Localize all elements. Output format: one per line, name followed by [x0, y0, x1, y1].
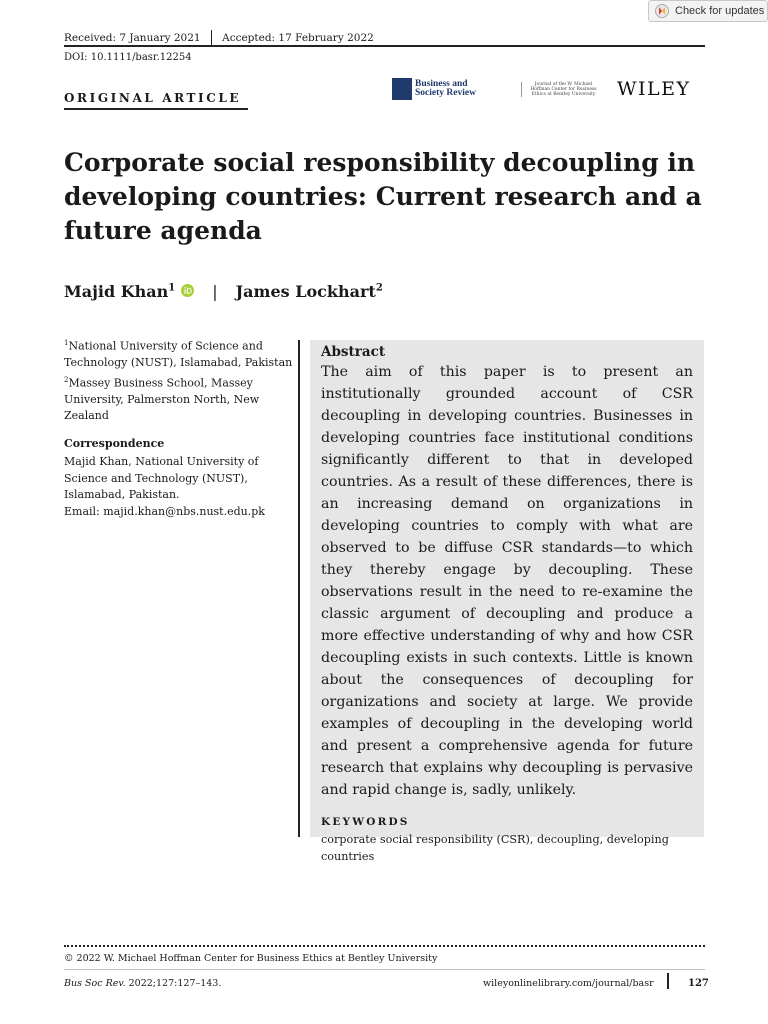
meta-divider: [211, 30, 213, 46]
author-list: [64, 282, 383, 301]
correspondence-details: Majid Khan, National University of Science and Technology (NUST), Islamabad, Pakistan. Email: majid.khan@nbs.nust.edu.pk: [64, 454, 284, 520]
journal-affiliation: Journal of the W. Michael Hoffman Center for Business Ethics at Bentley University: [521, 82, 601, 97]
abstract-heading: Abstract: [321, 344, 386, 360]
correspondence-email[interactable]: Email: majid.khan@nbs.nust.edu.pk: [64, 504, 265, 518]
page-number: 127: [688, 978, 709, 989]
footer-rule: [64, 969, 705, 970]
article-type-underline: [64, 108, 248, 110]
accepted-date: Accepted: 17 February 2022: [222, 32, 374, 44]
author-separator: |: [212, 282, 218, 301]
copyright-notice: © 2022 W. Michael Hoffman Center for Business Ethics at Bentley University: [64, 953, 438, 964]
footer-divider: [667, 973, 669, 989]
affiliation-1: $^1$National University of Science and Technology (NUST), Islamabad, Pakistan: [64, 339, 293, 369]
abstract-panel: [310, 340, 704, 863]
publisher-logo[interactable]: WILEY: [617, 78, 691, 100]
doi[interactable]: DOI: 10.1111/basr.12254: [64, 52, 192, 63]
author-name[interactable]: James Lockhart$^2$: [235, 282, 383, 301]
received-date: Received: 7 January 2021: [64, 32, 201, 44]
abstract-side-rule: [298, 340, 300, 837]
header-rule: [64, 45, 705, 47]
abstract-text: The aim of this paper is to present an institutionally grounded account of CSR decoupling in developing countries. Businesses in developing countries face institutional conditions significantly different to that in developed countries. As a result of these differences, there is an increasing demand on organizations in developing countries to comply with what are observed to be diffuse CSR standards—to which they thereby engage by decoupling. These observations result in the need to re-examine the classic argument of decoupling and produce a more effective understanding of why and how CSR decoupling exists in such contexts. Little is known about the consequences of decoupling for organizations and society at large. We provide examples of decoupling in the developing world and present a comprehensive agenda for future research that explains why decoupling is pervasive and rapid change is, sadly, unlikely.: [321, 364, 693, 798]
journal-logo[interactable]: [392, 78, 604, 100]
keywords-text: corporate social responsibility (CSR), decoupling, developing countries: [321, 833, 669, 863]
orcid-icon[interactable]: [181, 284, 194, 297]
author-name[interactable]: Majid Khan$^1$: [64, 282, 176, 301]
check-for-updates-label: Check for updates: [675, 5, 765, 17]
article-title: Corporate social responsibility decoupling in developing countries: Current research and a future agenda: [64, 148, 702, 245]
correspondence-heading: Correspondence: [64, 437, 165, 450]
crossmark-icon: [655, 4, 669, 18]
journal-logo-mark: [392, 78, 412, 100]
journal-name-line2: Society Review: [415, 88, 476, 98]
check-for-updates-button[interactable]: [648, 0, 768, 22]
article-dates: [64, 30, 374, 46]
journal-url-link[interactable]: wileyonlinelibrary.com/journal/basr: [483, 978, 654, 989]
article-type: ORIGINAL ARTICLE: [64, 91, 242, 105]
keywords-heading: KEYWORDS: [321, 816, 410, 828]
affiliation-2: $^2$Massey Business School, Massey University, Palmerston North, New Zealand: [64, 376, 260, 422]
footer-dotted-rule: [64, 945, 705, 947]
journal-name: [415, 80, 515, 99]
citation: Bus Soc Rev. 2022;127:127–143.: [64, 978, 222, 989]
journal-name-line1: Business and: [415, 78, 468, 89]
